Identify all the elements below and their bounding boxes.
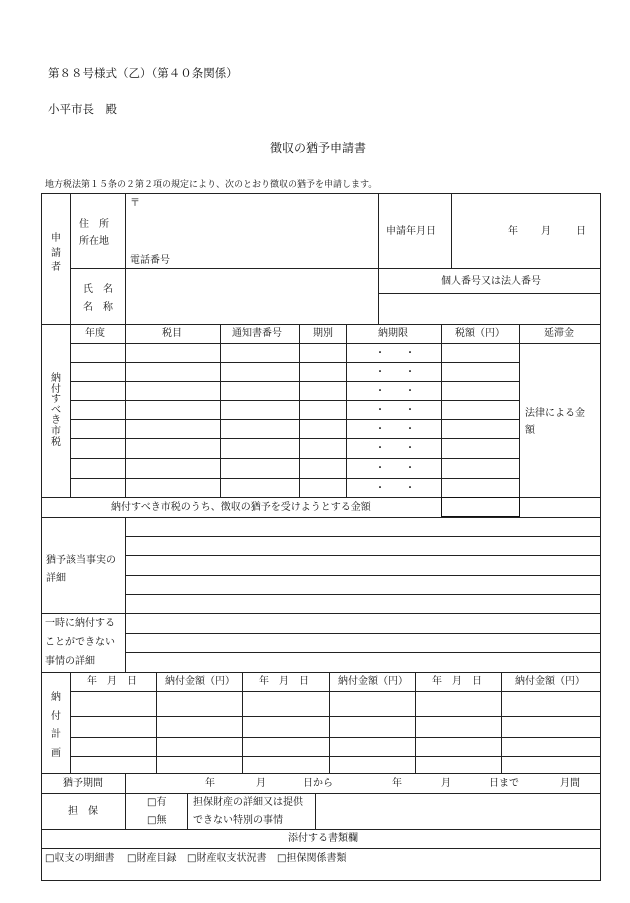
period-start-month: 月	[256, 778, 266, 789]
due-date-dots-4: ・ ・	[375, 405, 415, 416]
postal-mark: 〒	[130, 198, 140, 209]
due-date-dots-5: ・ ・	[375, 424, 415, 435]
address-label-1: 住 所	[79, 219, 109, 230]
date-day: 日	[576, 226, 586, 237]
reason-label-3: 事情の詳細	[45, 656, 95, 667]
attach-income-statement-checkbox[interactable]: □収支の明細書	[45, 853, 115, 864]
tax-section-label: 納付すべき市税	[51, 373, 61, 448]
period-end-month: 月	[441, 778, 451, 789]
due-date-dots-2: ・ ・	[375, 367, 415, 378]
plan-date-header-3: 年 月 日	[432, 676, 482, 687]
plan-date-header-1: 年 月 日	[87, 676, 137, 687]
facts-label: 猶予該当事実の詳細	[46, 555, 116, 584]
attach-asset-list-checkbox[interactable]: □財産目録	[127, 853, 177, 864]
due-date-dots-7: ・ ・	[375, 463, 415, 474]
collateral-detail-2: できない特別の事情	[193, 815, 283, 826]
collateral-no-checkbox[interactable]: □無	[147, 815, 167, 826]
period-end-year: 年	[392, 778, 402, 789]
period-start-year: 年	[205, 778, 215, 789]
header-period: 期別	[313, 328, 333, 339]
reason-label-1: 一時に納付する	[45, 618, 115, 629]
attach-asset-status-checkbox[interactable]: □財産収支状況書	[187, 853, 267, 864]
period-months: 月間	[560, 778, 580, 789]
header-tax-item: 税目	[162, 328, 182, 339]
phone-label: 電話番号	[130, 255, 170, 266]
period-until: 日まで	[489, 778, 519, 789]
header-notice-number: 通知書番号	[232, 328, 282, 339]
due-date-dots-8: ・ ・	[375, 483, 415, 494]
header-due-date: 納期限	[378, 328, 408, 339]
deferral-amount-label: 納付すべき市税のうち、徴収の猶予を受けようとする金額	[111, 502, 371, 513]
late-fee-note: 法律による金額	[525, 408, 585, 436]
applicant-section-label: 申請者	[51, 233, 61, 273]
collateral-label: 担 保	[68, 806, 98, 817]
intro-text: 地方税法第１５条の２第２項の規定により、次のとおり徴収の猶予を申請します。	[45, 180, 378, 190]
due-date-dots-6: ・ ・	[375, 443, 415, 454]
plan-amount-header-1: 納付金額（円）	[165, 676, 235, 687]
address-label-2: 所在地	[79, 236, 109, 247]
header-fiscal-year: 年度	[85, 328, 105, 339]
addressee: 小平市長 殿	[48, 102, 117, 116]
plan-date-header-2: 年 月 日	[259, 676, 309, 687]
due-date-dots-1: ・ ・	[375, 348, 415, 359]
header-late-fee: 延滞金	[544, 328, 574, 339]
form-number: 第８８号様式（乙）（第４０条関係）	[48, 66, 238, 80]
id-number-label: 個人番号又は法人番号	[441, 276, 541, 287]
attach-collateral-docs-checkbox[interactable]: □担保関係書類	[277, 853, 347, 864]
application-date-label: 申請年月日	[386, 226, 436, 237]
plan-amount-header-3: 納付金額（円）	[515, 676, 585, 687]
attachments-label: 添付する書類欄	[288, 833, 358, 844]
date-year: 年	[508, 226, 518, 237]
name-label-2: 名 称	[83, 302, 113, 313]
period-from: 日から	[303, 778, 333, 789]
collateral-yes-checkbox[interactable]: □有	[147, 797, 167, 808]
collateral-detail-1: 担保財産の詳細又は提供	[193, 797, 303, 808]
header-tax-amount: 税額（円）	[455, 328, 505, 339]
plan-amount-header-2: 納付金額（円）	[338, 676, 408, 687]
plan-section-label: 納付計画	[51, 692, 61, 759]
reason-label-2: ことができない	[45, 637, 115, 648]
period-label: 猶予期間	[63, 778, 103, 789]
date-month: 月	[541, 226, 551, 237]
form-title: 徴収の猶予申請書	[270, 141, 367, 155]
name-label-1: 氏 名	[83, 284, 113, 295]
deferral-amount-field[interactable]	[441, 497, 520, 517]
due-date-dots-3: ・ ・	[375, 386, 415, 397]
